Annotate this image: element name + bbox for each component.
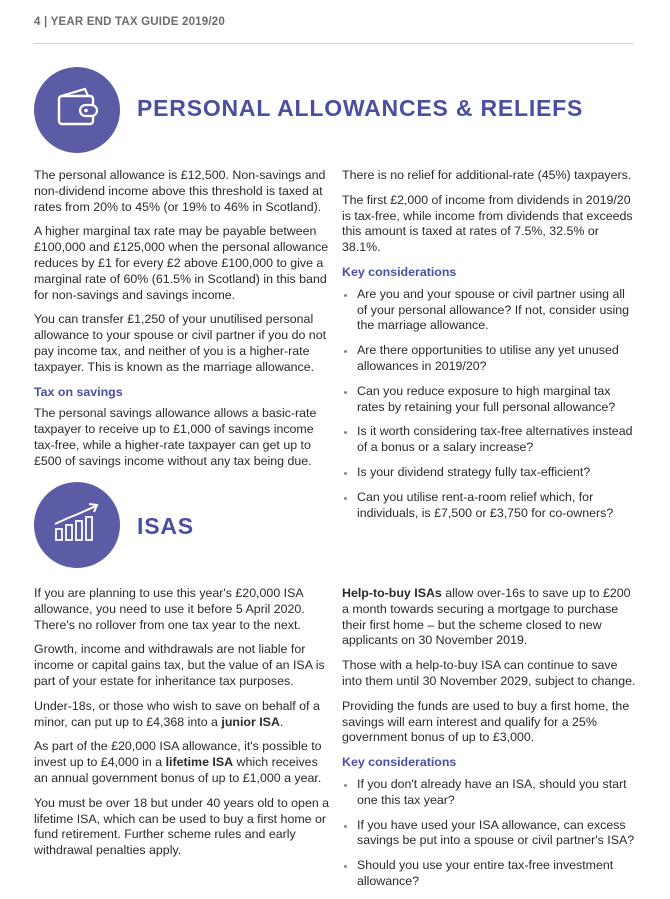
section-title-isas: ISAS [137,513,194,539]
isas-right-column [342,586,636,899]
junior-isa-term: junior ISA [221,714,280,729]
paragraph: The personal savings allowance allows a basic-rate taxpayer to receive up to £1,000 of savings income tax-free, while a higher-rate taxpayer can get up to £500 of savings income without any tax being due. [34,406,317,468]
personal-right-column [342,168,636,530]
lifetime-isa-term: lifetime ISA [165,755,234,770]
paragraph: Under-18s, or those who wish to save on behalf of a minor, can put up to £4,368 into a junior ISA. [34,698,320,729]
personal-left-column [34,168,332,479]
list-item: Is it worth considering tax-free alternatives instead of a bonus or a salary increase? [342,424,636,456]
paragraph: You can transfer £1,250 of your unutilised personal allowance to your spouse or civil partner if you do not pay income tax, and neither of you is a higher-rate taxpayer. This is known as the marriage allowance. [34,312,327,374]
subheading-key-considerations: Key considerations [342,755,457,770]
paragraph: As part of the £20,000 ISA allowance, it's possible to invest up to £4,000 in a lifetime ISA which receives an annual government bonus of up to £1,000 a year. [34,739,322,785]
paragraph: There is no relief for additional-rate (45%) taxpayers. [342,168,632,182]
growth-chart-icon [34,482,120,568]
list-item: Are there opportunities to utilise any yet unused allowances in 2019/20? [342,343,636,375]
isas-left-column [34,586,332,868]
paragraph: Providing the funds are used to buy a first home, the savings will earn interest and qualify for a 25% government bonus of up to £3,000. [342,698,630,745]
page-header: 4 | YEAR END TAX GUIDE 2019/20 [34,16,225,28]
paragraph: The personal allowance is £12,500. Non-savings and non-dividend income above this threshold is taxed at rates from 20% to 45% (or 19% to 46% in Scotland). [34,168,326,214]
wallet-icon [34,67,120,153]
paragraph: Growth, income and withdrawals are not liable for income or capital gains tax, but the value of an ISA is part of your estate for inheritance tax purposes. [34,642,325,688]
list-item: Is your dividend strategy fully tax-efficient? [342,465,636,481]
help-to-buy-term: Help-to-buy ISAs [342,586,442,600]
paragraph: If you are planning to use this year's £20,000 ISA allowance, you need to use it before 5 April 2020. There's no rollover from one tax year to the next. [34,586,305,632]
list-item: Are you and your spouse or civil partner using all of your personal allowance? If not, consider using the marriage allowance. [342,287,636,334]
section-title-personal: PERSONAL ALLOWANCES & RELIEFS [137,95,584,121]
list-item: Can you utilise rent-a-room relief which, for individuals, is £7,500 or £3,750 for co-owners? [342,490,636,522]
subheading-tax-on-savings: Tax on savings [34,384,123,399]
list-item: If you have used your ISA allowance, can excess savings be put into a spouse or civil partner's ISA? [342,818,636,850]
list-item: Should you use your entire tax-free investment allowance? [342,858,636,890]
paragraph: Help-to-buy ISAs allow over-16s to save up to £200 a month towards securing a mortgage to purchase their first home – but the scheme closed to new applicants on 30 November 2019. [342,586,631,648]
paragraph: A higher marginal tax rate may be payable between £100,000 and £125,000 when the personal allowance reduces by £1 for every £2 above £100,000 to give a marginal rate of 60% (61.5% in Scotland) in this band for non-savings and savings income. [34,224,329,302]
header-divider [34,43,634,44]
paragraph: Those with a help-to-buy ISA can continue to save into them until 30 November 2029, subject to change. [342,658,636,688]
paragraph: The first £2,000 of income from dividends in 2019/20 is tax-free, while income from dividends that exceeds this amount is taxed at rates of 7.5%, 32.5% or 38.1%. [342,192,633,255]
list-item: Can you reduce exposure to high marginal tax rates by retaining your full personal allowance? [342,384,636,416]
paragraph: You must be over 18 but under 40 years old to open a lifetime ISA, which can be used to buy a first home or fund retirement. Further scheme rules and early withdrawal penalties apply. [34,795,330,858]
key-considerations-list [342,287,636,522]
key-considerations-list [342,777,636,890]
subheading-key-considerations: Key considerations [342,264,457,279]
list-item: If you don't already have an ISA, should you start one this tax year? [342,777,636,809]
